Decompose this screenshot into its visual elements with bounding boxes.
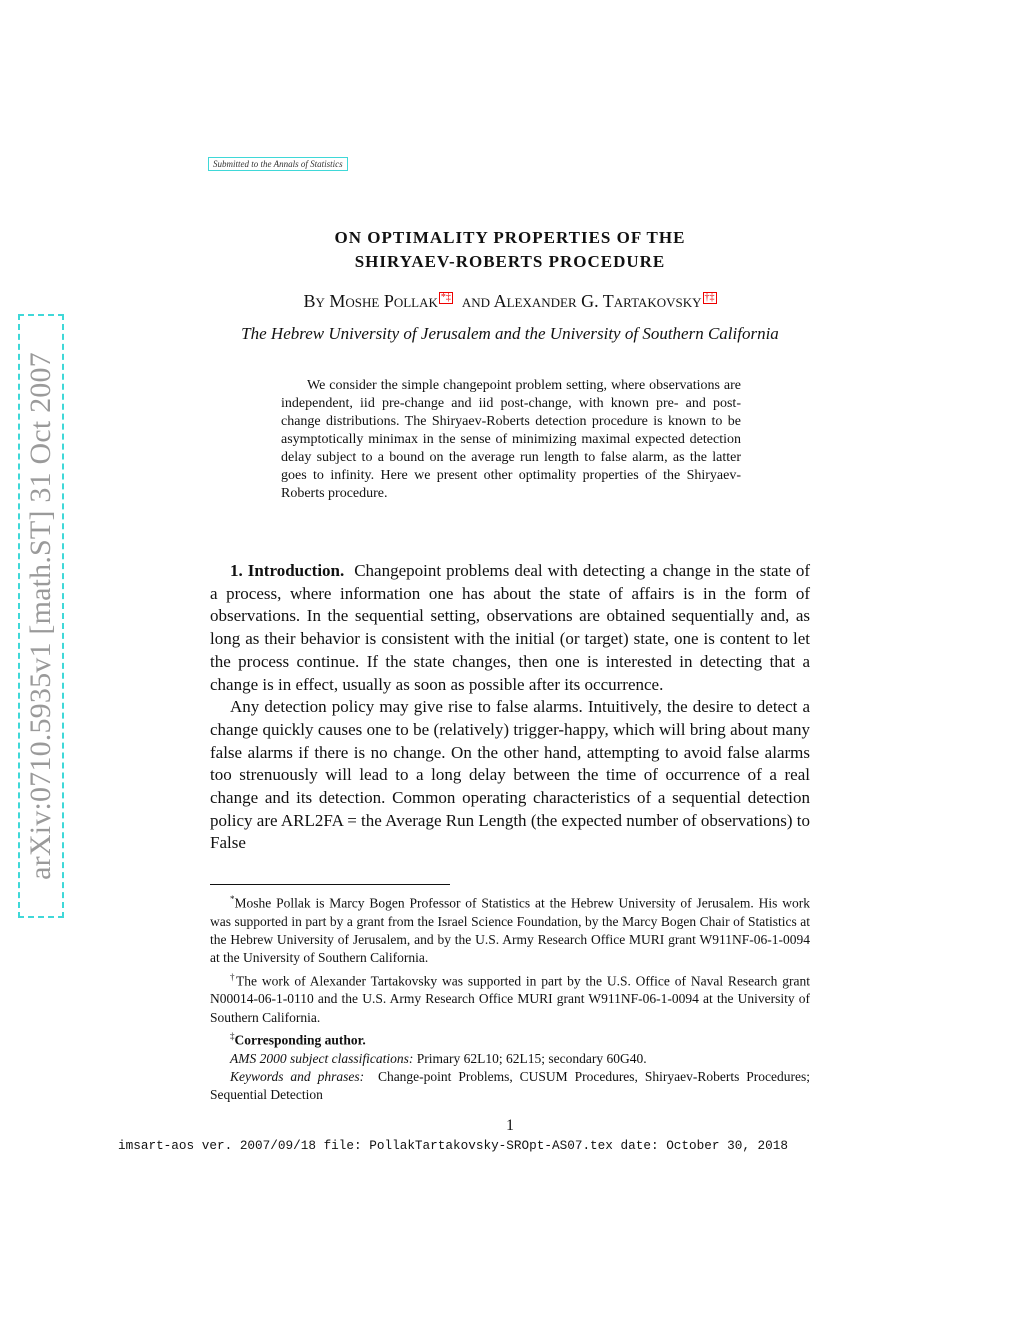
abstract-text: We consider the simple changepoint problem setting, where observations are independent, iid pre-change and iid post-change, with known pre- and post-change distributions. The Shiryaev-Roberts detection procedure is known to be asymptotically minimax in the sense of minimizing maximal expected detection delay subject to a bound on the average run length to false alarm, as the latter goes to infinity. Here we present other optimality properties of the Shiryaev-Roberts procedure. — [281, 378, 741, 501]
footnotes — [210, 890, 810, 1105]
affiliation: The Hebrew University of Jerusalem and the University of Southern California — [241, 324, 779, 343]
paper-title — [210, 226, 810, 274]
author-1-footnote-link[interactable]: *‡ — [440, 292, 451, 303]
keywords-label: Keywords and phrases: — [230, 1069, 365, 1085]
footnote-2 — [210, 968, 810, 1027]
footnote-2-mark: † — [230, 971, 236, 982]
by-label: By — [303, 291, 325, 311]
footnote-1 — [210, 890, 810, 968]
footnote-3-mark: ‡ — [230, 1031, 235, 1042]
author-2: Alexander G. Tartakovsky — [493, 291, 702, 311]
footnote-3-text: Corresponding author. — [234, 1032, 366, 1048]
title-line-1: ON OPTIMALITY PROPERTIES OF THE — [334, 228, 686, 247]
intro-paragraph-1 — [210, 560, 810, 696]
arxiv-stamp[interactable] — [18, 314, 64, 918]
and-label: and — [461, 291, 491, 311]
page-number: 1 — [506, 1117, 514, 1134]
footnote-2-text: The work of Alexander Tartakovsky was supported in part by the U.S. Office of Naval Research grant N00014-06-1-0110 and the U.S. Army Research Office MURI grant W911NF-06-1-0094 at the University of Southern California. — [210, 973, 810, 1025]
footnote-1-mark: * — [230, 894, 235, 904]
introduction-section — [210, 560, 810, 855]
intro-paragraph-1-text: Changepoint problems deal with detecting a change in the state of a process, where information one has about the state of affairs is in the form of observations. In the sequential setting, observations are obtained sequentially and, as long as their behavior is consistent with the initial (or target) state, one is content to let the process continue. If the state changes, then one is interested in detecting that a change is in effect, usually as soon as possible after its occurrence. — [210, 561, 811, 694]
ams-classification — [210, 1050, 810, 1068]
footnote-1-text: Moshe Pollak is Marcy Bogen Professor of Statistics at the Hebrew University of Jerusalem. His work was supported in part by a grant from the Israel Science Foundation, by the Marcy Bogen Chair of Statistics at the Hebrew University of Jerusalem, and by the U.S. Army Research Office MURI grant W911NF-06-1-0094 at the University of Southern California. — [210, 895, 810, 966]
authors-line — [210, 289, 810, 313]
footnote-rule — [210, 884, 450, 885]
author-1: Moshe Pollak — [329, 291, 438, 311]
arxiv-stamp-text: arXiv:0710.5935v1 [math.ST] 31 Oct 2007 — [24, 352, 58, 880]
section-heading: 1. Introduction. — [230, 561, 345, 580]
page-footer: imsart-aos ver. 2007/09/18 file: PollakTartakovsky-SROpt-AS07.tex date: October 30, 2018 — [118, 1138, 789, 1153]
abstract — [281, 377, 741, 503]
footnote-3 — [210, 1027, 810, 1050]
keywords — [210, 1068, 810, 1105]
keywords-text: Change-point Problems, CUSUM Procedures, Shiryaev-Roberts Procedures; Sequential Detection — [210, 1069, 810, 1103]
submitted-link[interactable]: Submitted to the Annals of Statistics — [208, 157, 348, 171]
ams-text: Primary 62L10; 62L15; secondary 60G40. — [416, 1050, 647, 1066]
ams-label: AMS 2000 subject classifications: — [230, 1050, 414, 1066]
intro-paragraph-2: Any detection policy may give rise to false alarms. Intuitively, the desire to detect a change quickly causes one to be (relatively) trigger-happy, which will bring about many false alarms if there is no change. On the other hand, attempting to avoid false alarms too strenuously will lead to a long delay between the time of occurrence of a real change and its detection. Common operating characteristics of a sequential detection policy are ARL2FA = the Average Run Length (the expected number of observations) to False — [210, 697, 810, 853]
title-line-2: SHIRYAEV-ROBERTS PROCEDURE — [354, 252, 666, 271]
author-2-footnote-link[interactable]: †‡ — [704, 292, 715, 303]
